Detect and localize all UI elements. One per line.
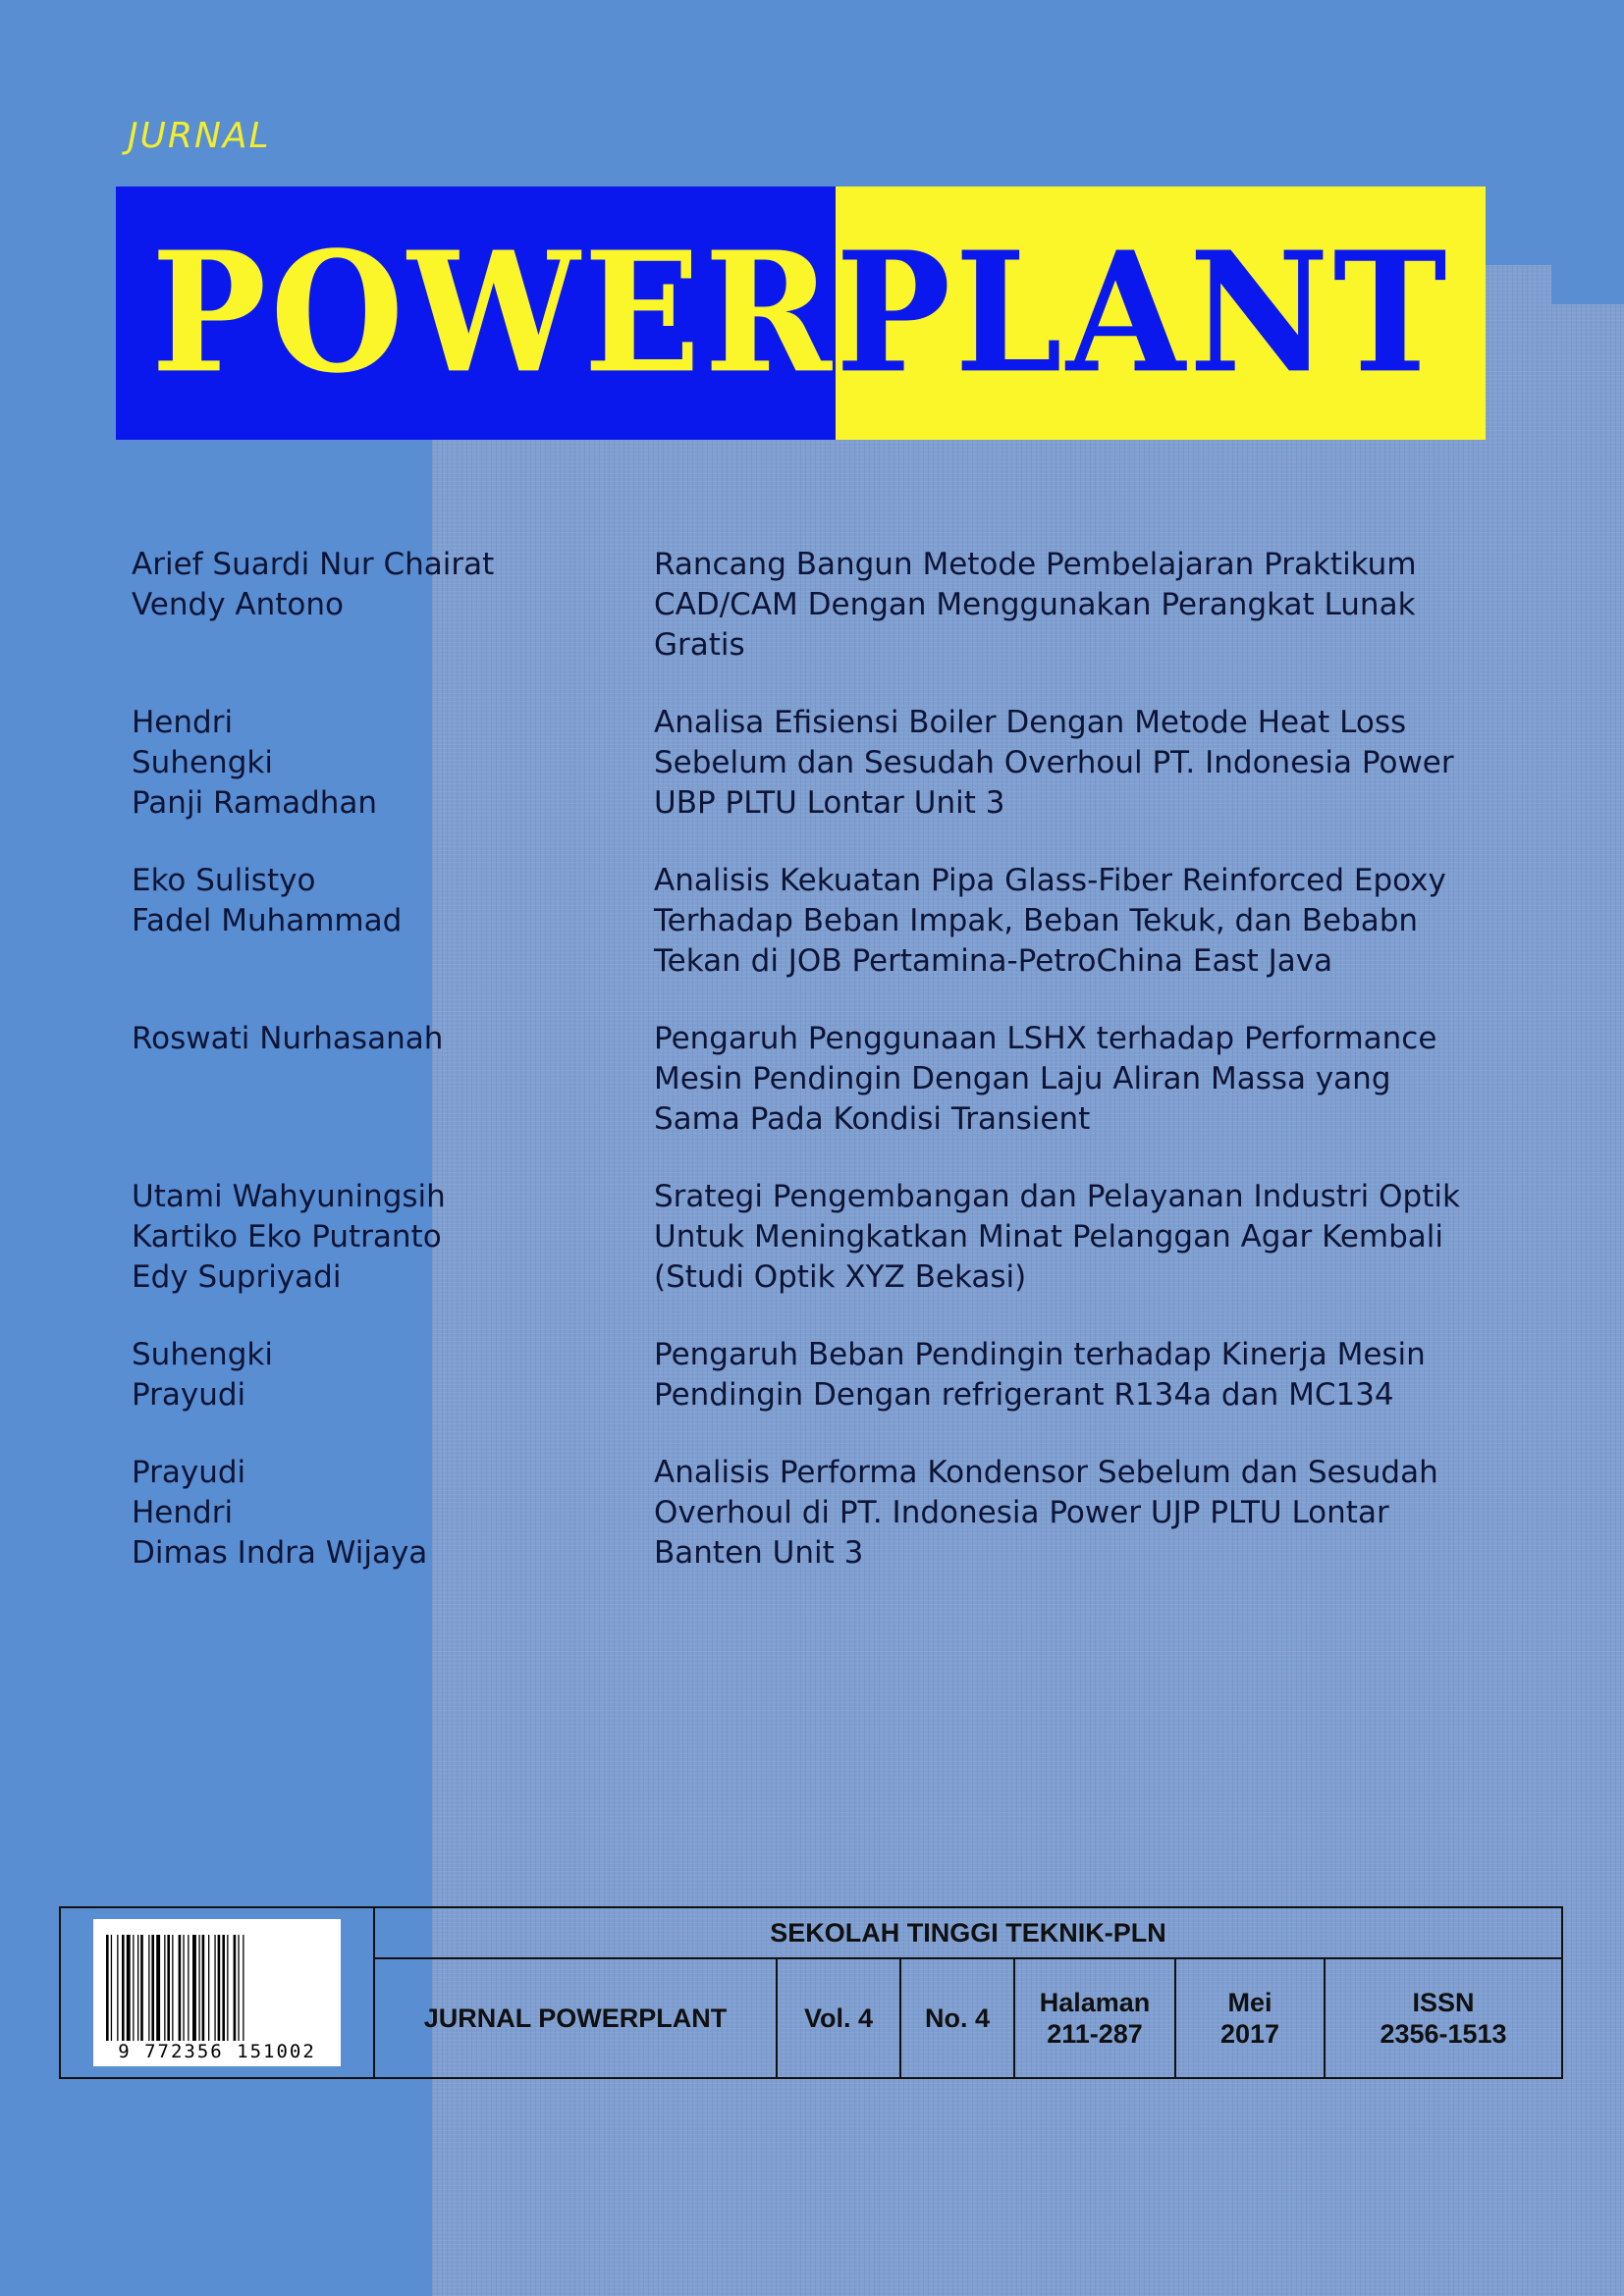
article-title-line: Analisis Performa Kondensor Sebelum dan Sesudah: [654, 1455, 1438, 1490]
barcode-bar: [222, 1935, 225, 2041]
article-entry: [132, 703, 1526, 824]
article-title-line: Gratis: [654, 627, 745, 663]
masthead-power: POWER: [151, 215, 836, 410]
article-title: [654, 1335, 1518, 1415]
barcode-bar: [234, 1935, 237, 2041]
footer-info-box: [59, 1906, 1563, 2079]
article-entry: [132, 1453, 1526, 1574]
article-title-line: Pengaruh Beban Pendingin terhadap Kinerja Mesin: [654, 1337, 1426, 1372]
article-title-line: (Studi Optik XYZ Bekasi): [654, 1259, 1027, 1295]
barcode-bar: [208, 1935, 209, 2041]
article-title: [654, 703, 1518, 824]
article-title: [654, 1177, 1518, 1298]
author-name: Roswati Nurhasanah: [132, 1021, 444, 1056]
barcode-bar: [111, 1935, 112, 2041]
article-title: [654, 1453, 1518, 1574]
article-title-line: Analisa Efisiensi Boiler Dengan Metode Heat Loss: [654, 705, 1407, 740]
date-cell: [1176, 1959, 1326, 2077]
article-title-line: Banten Unit 3: [654, 1535, 864, 1571]
article-title-line: Rancang Bangun Metode Pembelajaran Praktikum: [654, 547, 1417, 582]
article-entry: [132, 861, 1526, 982]
author-name: Hendri: [132, 705, 234, 740]
barcode-bar: [218, 1935, 221, 2041]
barcode-bar: [156, 1935, 160, 2041]
barcode-bar: [137, 1935, 138, 2041]
barcode: [93, 1919, 341, 2066]
barcode-bar: [133, 1935, 134, 2041]
barcode-bar: [167, 1935, 170, 2041]
barcode-bar: [179, 1935, 182, 2041]
jurnal-label: JURNAL: [128, 116, 271, 156]
journal-name: JURNAL POWERPLANT: [423, 2003, 728, 2033]
barcode-number: 9 772356 151002: [118, 2041, 316, 2062]
article-title-line: Untuk Meningkatkan Minat Pelanggan Agar Kembali: [654, 1219, 1444, 1255]
article-authors: [132, 545, 654, 666]
barcode-bar: [192, 1935, 196, 2041]
journal-info: [375, 1908, 1561, 2077]
article-title-line: Terhadap Beban Impak, Beban Tekuk, dan Bebabn: [654, 903, 1419, 938]
author-name: Hendri: [132, 1495, 234, 1530]
author-name: Kartiko Eko Putranto: [132, 1219, 442, 1255]
article-authors: [132, 861, 654, 982]
article-entry: [132, 1019, 1526, 1140]
article-title-line: Sama Pada Kondisi Transient: [654, 1101, 1091, 1137]
publisher-name: SEKOLAH TINGGI TEKNIK-PLN: [375, 1908, 1561, 1959]
issue-number: No. 4: [924, 2003, 990, 2033]
barcode-bar: [151, 1935, 154, 2041]
barcode-bar: [198, 1935, 199, 2041]
volume-cell: [778, 1959, 901, 2077]
article-title-line: CAD/CAM Dengan Menggunakan Perangkat Lunak: [654, 587, 1416, 622]
pages-label: Halaman: [1039, 1988, 1151, 2017]
pages-range: 211-287: [1047, 2019, 1143, 2049]
article-title-line: Pendingin Dengan refrigerant R134a dan MC134: [654, 1377, 1394, 1413]
article-title-line: Pengaruh Penggunaan LSHX terhadap Performance: [654, 1021, 1437, 1056]
article-entry: [132, 545, 1526, 666]
barcode-bar: [117, 1935, 118, 2041]
author-name: Utami Wahyuningsih: [132, 1179, 446, 1214]
article-title-line: Sebelum dan Sesudah Overhoul PT. Indonesia Power: [654, 745, 1454, 780]
barcode-bar: [188, 1935, 189, 2041]
author-name: Suhengki: [132, 1337, 273, 1372]
journal-name-cell: [375, 1959, 778, 2077]
barcode-cell: [61, 1908, 375, 2077]
article-title: [654, 861, 1518, 982]
article-authors: [132, 1177, 654, 1298]
article-title: [654, 545, 1518, 666]
author-name: Dimas Indra Wijaya: [132, 1535, 428, 1571]
article-title: [654, 1019, 1518, 1140]
article-authors: [132, 1453, 654, 1574]
issn-number: 2356-1513: [1380, 2019, 1507, 2049]
article-authors: [132, 1019, 654, 1140]
masthead-yellow-block: [836, 187, 1486, 440]
number-cell: [901, 1959, 1015, 2077]
masthead-blue-block: [116, 187, 836, 440]
barcode-bar: [243, 1935, 244, 2041]
barcode-bar: [122, 1935, 125, 2041]
issn-label: ISSN: [1412, 1988, 1475, 2017]
article-title-line: Tekan di JOB Pertamina-PetroChina East Java: [654, 943, 1333, 979]
barcode-bar: [127, 1935, 131, 2041]
author-name: Panji Ramadhan: [132, 785, 378, 821]
article-title-line: Mesin Pendingin Dengan Laju Aliran Massa yang: [654, 1061, 1391, 1096]
barcode-bar: [183, 1935, 184, 2041]
issn-cell: [1326, 1959, 1561, 2077]
volume: Vol. 4: [803, 2003, 874, 2033]
masthead: [116, 187, 1486, 440]
table-of-contents: [132, 545, 1526, 1611]
author-name: Vendy Antono: [132, 587, 344, 622]
barcode-bar: [164, 1935, 165, 2041]
barcode-bar: [202, 1935, 205, 2041]
article-title-line: Overhoul di PT. Indonesia Power UJP PLTU Lontar: [654, 1495, 1389, 1530]
panel-notch: [1551, 265, 1624, 304]
barcode-bar: [140, 1935, 143, 2041]
author-name: Edy Supriyadi: [132, 1259, 342, 1295]
barcode-bar: [214, 1935, 215, 2041]
barcode-bar: [148, 1935, 149, 2041]
year: 2017: [1219, 2019, 1280, 2049]
barcode-bar: [106, 1935, 109, 2041]
barcode-bar: [227, 1935, 228, 2041]
article-entry: [132, 1335, 1526, 1415]
author-name: Eko Sulistyo: [132, 863, 316, 898]
article-title-line: Srategi Pengembangan dan Pelayanan Industri Optik: [654, 1179, 1460, 1214]
pages-cell: [1015, 1959, 1176, 2077]
month: Mei: [1227, 1988, 1272, 2017]
author-name: Arief Suardi Nur Chairat: [132, 547, 495, 582]
article-title-line: Analisis Kekuatan Pipa Glass-Fiber Reinforced Epoxy: [654, 863, 1446, 898]
author-name: Fadel Muhammad: [132, 903, 403, 938]
masthead-plant: PLANT: [836, 215, 1451, 410]
article-authors: [132, 703, 654, 824]
article-title-line: UBP PLTU Lontar Unit 3: [654, 785, 1005, 821]
article-authors: [132, 1335, 654, 1415]
author-name: Prayudi: [132, 1455, 246, 1490]
barcode-bar: [238, 1935, 239, 2041]
barcode-bars: [106, 1935, 328, 2041]
author-name: Suhengki: [132, 745, 273, 780]
author-name: Prayudi: [132, 1377, 246, 1413]
article-entry: [132, 1177, 1526, 1298]
info-cells: [375, 1959, 1561, 2077]
barcode-bar: [172, 1935, 173, 2041]
